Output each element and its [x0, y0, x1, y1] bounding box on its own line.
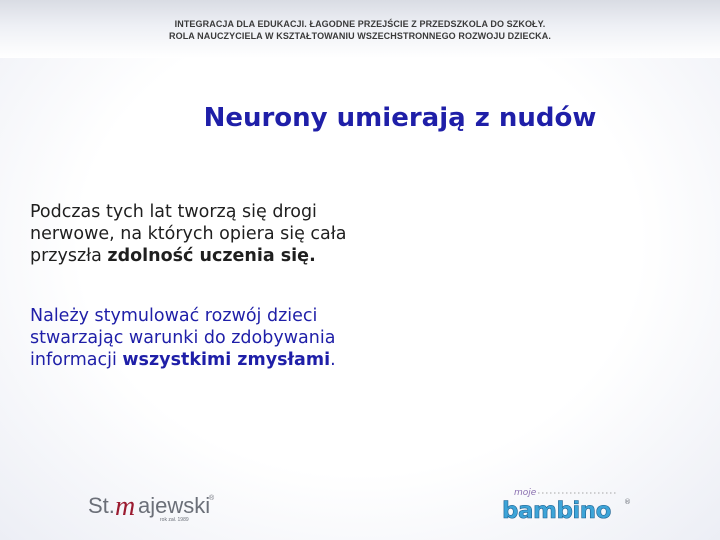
- paragraph-1-end: .: [309, 246, 316, 266]
- logo-rest-text: ajewski: [138, 493, 211, 518]
- paragraph-2-end: .: [330, 350, 336, 370]
- paragraph-1-bold: zdolność uczenia się: [107, 246, 310, 266]
- paragraph-2-line-2: stwarzając warunki do zdobywania: [30, 328, 336, 348]
- header-line-1: INTEGRACJA DLA EDUKACJI. ŁAGODNE PRZEJŚCIE Z PRZEDSZKOLA DO SZKOŁY.: [174, 19, 546, 29]
- logo-m-text: m: [115, 491, 136, 522]
- paragraph-2-bold: wszystkimi zmysłami: [122, 350, 331, 370]
- paragraph-1-plain: przyszła: [30, 246, 108, 266]
- logo-st-text: St.: [88, 493, 115, 518]
- moje-bambino-logo: [500, 484, 635, 524]
- header-text: [90, 18, 630, 42]
- paragraph-2-line-1: Należy stymulować rozwój dzieci: [30, 306, 318, 326]
- logo-left-reg: ®: [209, 495, 215, 502]
- logo-left-tagline: rok zał. 1989: [160, 517, 189, 522]
- paragraph-1-line-2: nerwowe, na których opiera się cała: [30, 224, 347, 244]
- paragraph-2: [30, 305, 450, 371]
- paragraph-2-plain: informacji: [30, 350, 123, 370]
- paragraph-1: [30, 201, 450, 267]
- paragraph-2-line-3: [30, 349, 450, 371]
- paragraph-1-line-3: [30, 245, 450, 267]
- logo-bambino-text: bambino: [502, 498, 611, 524]
- header-line-2: ROLA NAUCZYCIELA W KSZTAŁTOWANIU WSZECHSTRONNEGO ROZWOJU DZIECKA.: [169, 31, 551, 41]
- st-majewski-logo: [88, 488, 218, 522]
- slide-title: Neurony umierają z nudów: [203, 103, 597, 133]
- paragraph-1-line-1: Podczas tych lat tworzą się drogi: [30, 202, 317, 222]
- logo-moje-text: moje: [514, 488, 537, 498]
- logo-right-reg: ®: [624, 498, 631, 506]
